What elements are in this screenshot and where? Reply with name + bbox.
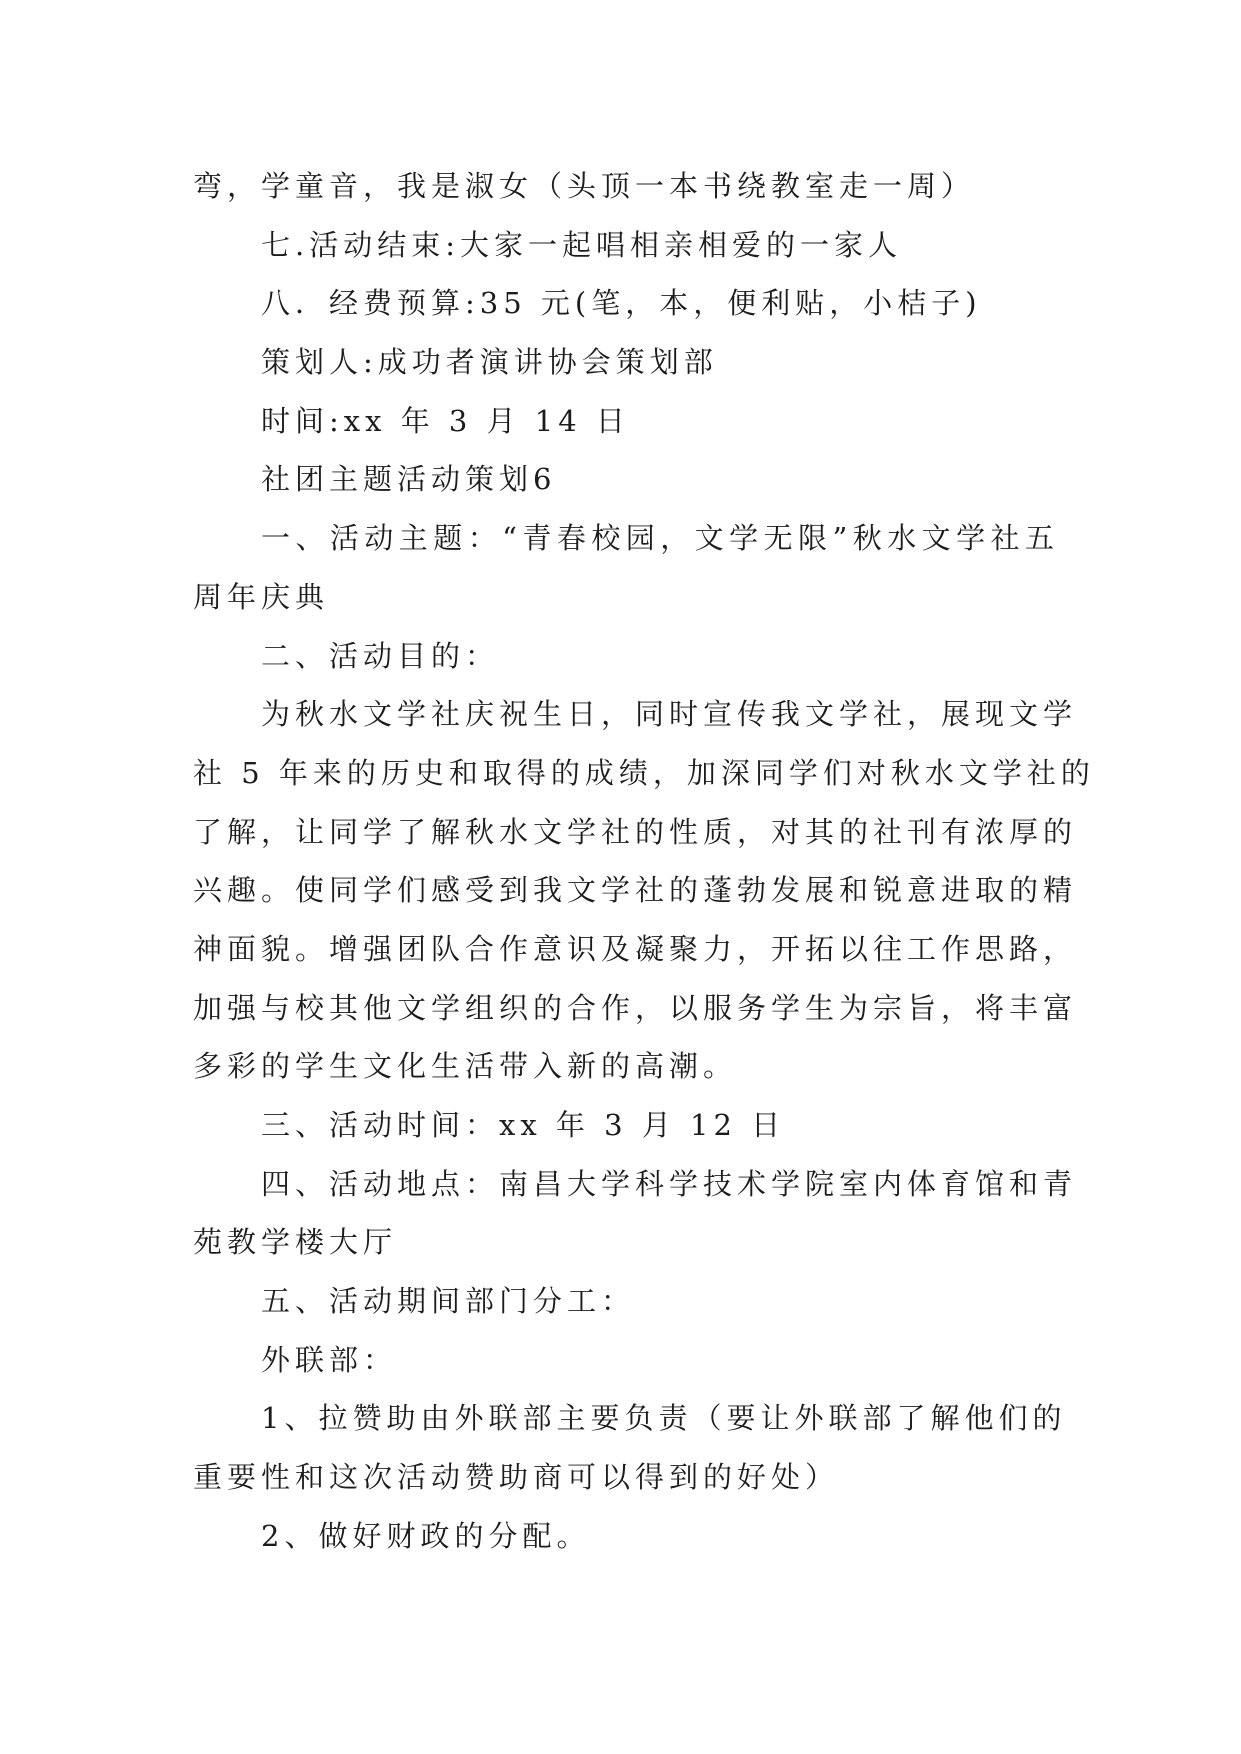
text-line: 七.活动结束:大家一起唱相亲相爱的一家人 (261, 227, 902, 262)
text-line: 多彩的学生文化生活带入新的高潮。 (193, 1049, 738, 1084)
text-line: 五、活动期间部门分工： (261, 1284, 636, 1319)
paragraph-division-heading (193, 1272, 1059, 1331)
paragraph-item-1 (193, 1389, 1067, 1506)
text-line: 弯，学童音，我是淑女（头顶一本书绕教室走一周） (193, 169, 976, 203)
text-line: 2、做好财政的分配。 (261, 1518, 591, 1553)
paragraph-activity-time (193, 1096, 1059, 1155)
text-line: 周年庆典 (193, 579, 330, 614)
paragraph-theme (193, 509, 1059, 626)
text-line: 1、拉赞助由外联部主要负责（要让外联部了解他们的 (261, 1401, 1067, 1436)
paragraph-planner (193, 333, 1059, 392)
paragraph-location (193, 1155, 1078, 1272)
text-line: 兴趣。使同学们感受到我文学社的蓬勃发展和锐意进取的精 (193, 873, 1078, 908)
text-line: 重要性和这次活动赞助商可以得到的好处） (193, 1460, 840, 1495)
text-line: 策划人:成功者演讲协会策划部 (261, 345, 718, 380)
text-line: 社 5 年来的历史和取得的成绩，加深同学们对秋水文学社的 (193, 755, 1095, 790)
text-line: 三、活动时间：xx 年 3 月 12 日 (261, 1108, 786, 1142)
paragraph-budget (193, 274, 1059, 333)
paragraph-purpose-body (193, 685, 1095, 1096)
text-line: 苑教学楼大厅 (193, 1225, 398, 1260)
text-line: 加强与校其他文学组织的合作，以服务学生为宗旨，将丰富 (193, 990, 1078, 1025)
paragraph-date (193, 392, 1059, 451)
paragraph-activity-end (193, 216, 1059, 275)
paragraph-continuation (193, 157, 1059, 216)
document-body (193, 157, 1095, 1566)
text-line: 一、活动主题：“青春校园，文学无限”秋水文学社五 (261, 521, 1059, 556)
paragraph-department (193, 1331, 1059, 1390)
text-line: 外联部： (261, 1342, 398, 1377)
text-line: 二、活动目的： (261, 638, 500, 673)
paragraph-purpose-heading (193, 627, 1059, 686)
text-line: 神面貌。增强团队合作意识及凝聚力，开拓以往工作思路， (193, 931, 1078, 966)
text-line: 八．经费预算:35 元(笔，本，便利贴，小桔子) (261, 286, 982, 321)
text-line: 为秋水文学社庆祝生日，同时宣传我文学社，展现文学 (261, 697, 1078, 732)
text-line: 时间:xx 年 3 月 14 日 (261, 403, 630, 438)
section-heading (193, 450, 1059, 509)
text-line: 社团主题活动策划6 (261, 462, 557, 497)
paragraph-item-2 (193, 1507, 1059, 1566)
text-line: 四、活动地点：南昌大学科学技术学院室内体育馆和青 (261, 1166, 1078, 1201)
text-line: 了解，让同学了解秋水文学社的性质，对其的社刊有浓厚的 (193, 814, 1078, 849)
